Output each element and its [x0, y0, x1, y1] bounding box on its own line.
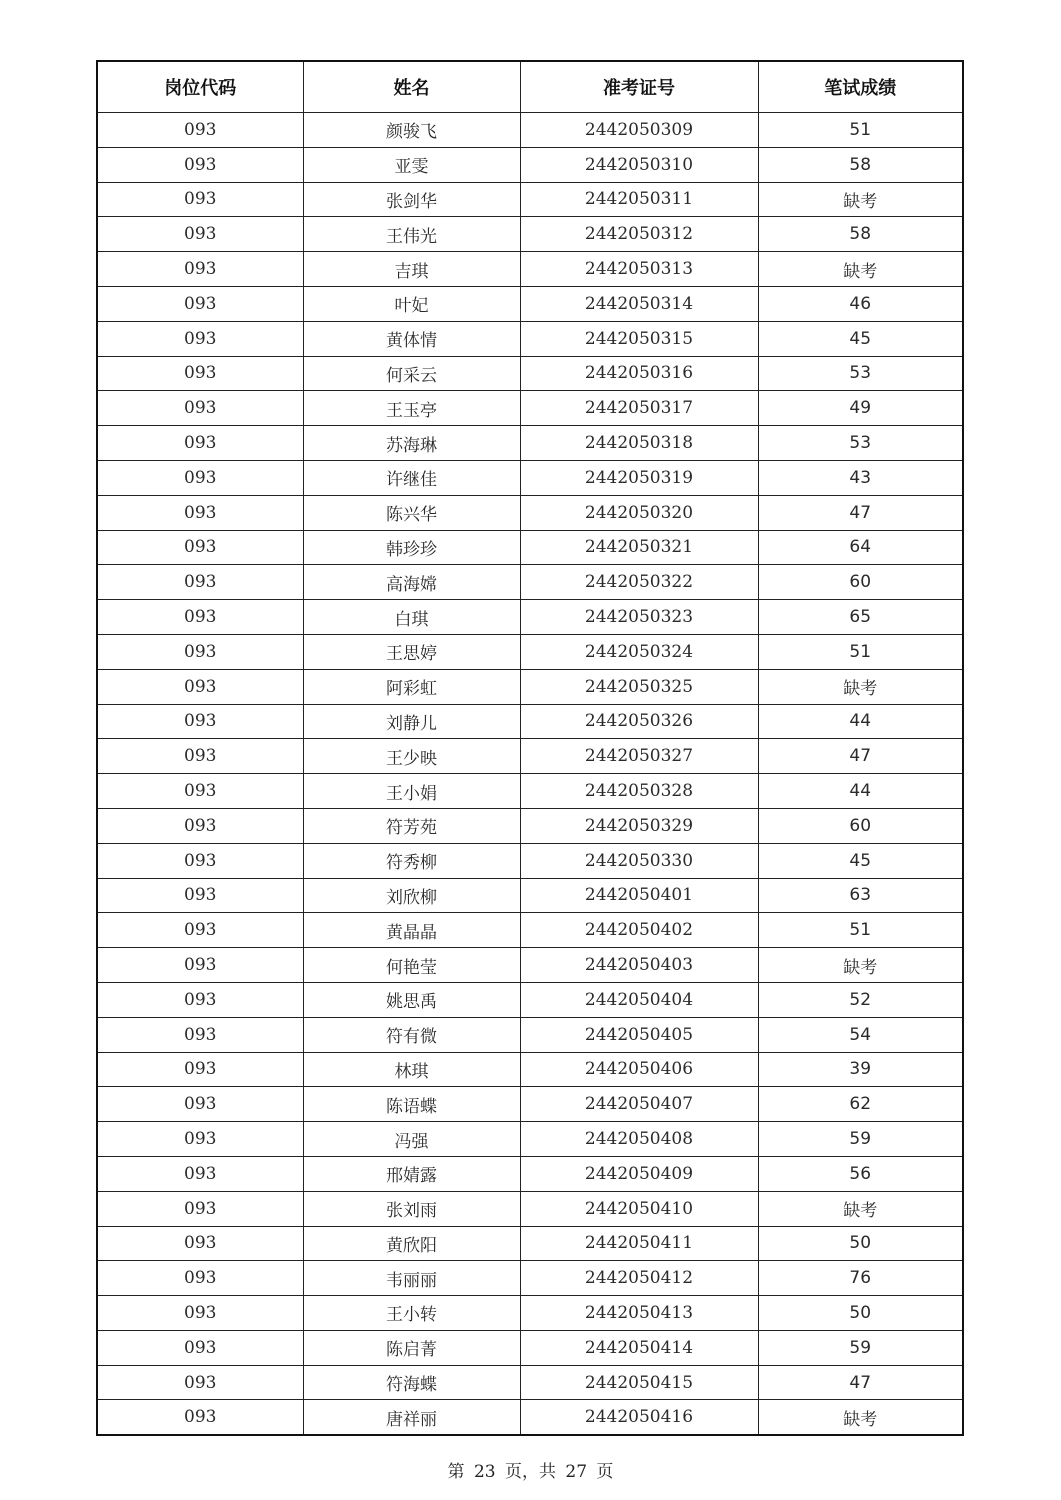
name-cell: 邢婧露 — [303, 1156, 520, 1191]
name-cell: 张刘雨 — [303, 1191, 520, 1226]
name-cell: 王小转 — [303, 1296, 520, 1331]
name-cell: 刘静儿 — [303, 704, 520, 739]
score-cell: 52 — [758, 982, 963, 1017]
post-code-cell: 093 — [97, 1226, 303, 1261]
post-code-cell: 093 — [97, 426, 303, 461]
score-cell: 44 — [758, 704, 963, 739]
name-cell: 王伟光 — [303, 217, 520, 252]
name-cell: 唐祥丽 — [303, 1400, 520, 1435]
ticket-number-cell: 2442050407 — [520, 1087, 758, 1122]
table-row — [97, 1400, 963, 1435]
ticket-number-cell: 2442050312 — [520, 217, 758, 252]
table-row — [97, 878, 963, 913]
score-cell: 56 — [758, 1156, 963, 1191]
ticket-number-cell: 2442050309 — [520, 113, 758, 148]
score-cell: 51 — [758, 634, 963, 669]
table-row — [97, 565, 963, 600]
ticket-number-cell: 2442050323 — [520, 600, 758, 635]
ticket-number-cell: 2442050403 — [520, 948, 758, 983]
table-row — [97, 1156, 963, 1191]
ticket-number-cell: 2442050328 — [520, 774, 758, 809]
name-cell: 叶妃 — [303, 286, 520, 321]
ticket-number-cell: 2442050325 — [520, 669, 758, 704]
post-code-cell: 093 — [97, 495, 303, 530]
post-code-cell: 093 — [97, 321, 303, 356]
ticket-number-cell: 2442050315 — [520, 321, 758, 356]
ticket-number-cell: 2442050311 — [520, 182, 758, 217]
score-cell: 39 — [758, 1052, 963, 1087]
post-code-cell: 093 — [97, 704, 303, 739]
post-code-cell: 093 — [97, 1122, 303, 1157]
score-cell: 46 — [758, 286, 963, 321]
score-cell: 45 — [758, 843, 963, 878]
post-code-cell: 093 — [97, 1400, 303, 1435]
post-code-cell: 093 — [97, 634, 303, 669]
post-code-cell: 093 — [97, 843, 303, 878]
score-cell: 53 — [758, 426, 963, 461]
ticket-number-cell: 2442050408 — [520, 1122, 758, 1157]
score-cell: 65 — [758, 600, 963, 635]
ticket-number-cell: 2442050406 — [520, 1052, 758, 1087]
post-code-cell: 093 — [97, 1261, 303, 1296]
ticket-number-cell: 2442050414 — [520, 1330, 758, 1365]
ticket-number-cell: 2442050320 — [520, 495, 758, 530]
name-cell: 亚雯 — [303, 147, 520, 182]
score-cell: 43 — [758, 460, 963, 495]
header-written-score: 笔试成绩 — [758, 61, 963, 113]
post-code-cell: 093 — [97, 913, 303, 948]
name-cell: 高海嫦 — [303, 565, 520, 600]
ticket-number-cell: 2442050415 — [520, 1365, 758, 1400]
header-name: 姓名 — [303, 61, 520, 113]
post-code-cell: 093 — [97, 460, 303, 495]
post-code-cell: 093 — [97, 182, 303, 217]
score-table — [96, 60, 964, 1436]
post-code-cell: 093 — [97, 1017, 303, 1052]
score-cell: 53 — [758, 356, 963, 391]
name-cell: 白琪 — [303, 600, 520, 635]
ticket-number-cell: 2442050327 — [520, 739, 758, 774]
post-code-cell: 093 — [97, 669, 303, 704]
table-row — [97, 948, 963, 983]
table-body — [97, 113, 963, 1436]
score-cell: 缺考 — [758, 252, 963, 287]
table-row — [97, 1365, 963, 1400]
ticket-number-cell: 2442050313 — [520, 252, 758, 287]
score-cell: 50 — [758, 1226, 963, 1261]
post-code-cell: 093 — [97, 600, 303, 635]
table-row — [97, 1122, 963, 1157]
score-cell: 62 — [758, 1087, 963, 1122]
ticket-number-cell: 2442050416 — [520, 1400, 758, 1435]
table-row — [97, 1296, 963, 1331]
post-code-cell: 093 — [97, 1087, 303, 1122]
score-cell: 49 — [758, 391, 963, 426]
name-cell: 刘欣柳 — [303, 878, 520, 913]
post-code-cell: 093 — [97, 808, 303, 843]
ticket-number-cell: 2442050310 — [520, 147, 758, 182]
name-cell: 王思婷 — [303, 634, 520, 669]
table-row — [97, 982, 963, 1017]
name-cell: 姚思禹 — [303, 982, 520, 1017]
post-code-cell: 093 — [97, 1191, 303, 1226]
table-row — [97, 1017, 963, 1052]
table-row — [97, 1330, 963, 1365]
post-code-cell: 093 — [97, 565, 303, 600]
name-cell: 陈语蝶 — [303, 1087, 520, 1122]
name-cell: 韩珍珍 — [303, 530, 520, 565]
score-cell: 58 — [758, 147, 963, 182]
table-row — [97, 182, 963, 217]
name-cell: 王少映 — [303, 739, 520, 774]
ticket-number-cell: 2442050405 — [520, 1017, 758, 1052]
table-row — [97, 426, 963, 461]
score-cell: 59 — [758, 1330, 963, 1365]
score-cell: 58 — [758, 217, 963, 252]
table-row — [97, 843, 963, 878]
table-row — [97, 113, 963, 148]
ticket-number-cell: 2442050411 — [520, 1226, 758, 1261]
ticket-number-cell: 2442050409 — [520, 1156, 758, 1191]
name-cell: 冯强 — [303, 1122, 520, 1157]
post-code-cell: 093 — [97, 252, 303, 287]
post-code-cell: 093 — [97, 1330, 303, 1365]
name-cell: 符有微 — [303, 1017, 520, 1052]
ticket-number-cell: 2442050317 — [520, 391, 758, 426]
score-cell: 60 — [758, 565, 963, 600]
name-cell: 符秀柳 — [303, 843, 520, 878]
score-cell: 缺考 — [758, 948, 963, 983]
post-code-cell: 093 — [97, 878, 303, 913]
score-cell: 缺考 — [758, 1400, 963, 1435]
name-cell: 王小娟 — [303, 774, 520, 809]
name-cell: 苏海琳 — [303, 426, 520, 461]
post-code-cell: 093 — [97, 1296, 303, 1331]
ticket-number-cell: 2442050314 — [520, 286, 758, 321]
name-cell: 颜骏飞 — [303, 113, 520, 148]
header-post-code: 岗位代码 — [97, 61, 303, 113]
table-row — [97, 774, 963, 809]
score-cell: 缺考 — [758, 1191, 963, 1226]
page-number: 第 23 页，共 27 页 — [447, 1462, 614, 1482]
table-row — [97, 1087, 963, 1122]
name-cell: 陈兴华 — [303, 495, 520, 530]
score-cell: 54 — [758, 1017, 963, 1052]
score-cell: 缺考 — [758, 182, 963, 217]
table-row — [97, 147, 963, 182]
table-row — [97, 286, 963, 321]
table-row — [97, 808, 963, 843]
post-code-cell: 093 — [97, 1052, 303, 1087]
name-cell: 许继佳 — [303, 460, 520, 495]
table-row — [97, 913, 963, 948]
table-row — [97, 391, 963, 426]
ticket-number-cell: 2442050319 — [520, 460, 758, 495]
ticket-number-cell: 2442050316 — [520, 356, 758, 391]
post-code-cell: 093 — [97, 1156, 303, 1191]
table-row — [97, 321, 963, 356]
ticket-number-cell: 2442050321 — [520, 530, 758, 565]
name-cell: 林琪 — [303, 1052, 520, 1087]
name-cell: 陈启菁 — [303, 1330, 520, 1365]
name-cell: 黄体情 — [303, 321, 520, 356]
score-cell: 47 — [758, 1365, 963, 1400]
score-cell: 59 — [758, 1122, 963, 1157]
table-row — [97, 530, 963, 565]
score-cell: 45 — [758, 321, 963, 356]
name-cell: 黄晶晶 — [303, 913, 520, 948]
table-row — [97, 460, 963, 495]
ticket-number-cell: 2442050326 — [520, 704, 758, 739]
score-cell: 63 — [758, 878, 963, 913]
table-row — [97, 600, 963, 635]
post-code-cell: 093 — [97, 982, 303, 1017]
table-row — [97, 356, 963, 391]
ticket-number-cell: 2442050322 — [520, 565, 758, 600]
post-code-cell: 093 — [97, 739, 303, 774]
post-code-cell: 093 — [97, 217, 303, 252]
ticket-number-cell: 2442050318 — [520, 426, 758, 461]
header-ticket-number: 准考证号 — [520, 61, 758, 113]
name-cell: 阿彩虹 — [303, 669, 520, 704]
score-cell: 47 — [758, 739, 963, 774]
name-cell: 黄欣阳 — [303, 1226, 520, 1261]
name-cell: 张剑华 — [303, 182, 520, 217]
post-code-cell: 093 — [97, 530, 303, 565]
ticket-number-cell: 2442050330 — [520, 843, 758, 878]
table-row — [97, 495, 963, 530]
name-cell: 符芳苑 — [303, 808, 520, 843]
ticket-number-cell: 2442050412 — [520, 1261, 758, 1296]
name-cell: 何采云 — [303, 356, 520, 391]
score-cell: 60 — [758, 808, 963, 843]
name-cell: 符海蝶 — [303, 1365, 520, 1400]
post-code-cell: 093 — [97, 391, 303, 426]
ticket-number-cell: 2442050402 — [520, 913, 758, 948]
name-cell: 韦丽丽 — [303, 1261, 520, 1296]
table-row — [97, 1052, 963, 1087]
ticket-number-cell: 2442050410 — [520, 1191, 758, 1226]
score-cell: 51 — [758, 113, 963, 148]
ticket-number-cell: 2442050324 — [520, 634, 758, 669]
ticket-number-cell: 2442050413 — [520, 1296, 758, 1331]
score-cell: 50 — [758, 1296, 963, 1331]
score-cell: 44 — [758, 774, 963, 809]
table-row — [97, 1226, 963, 1261]
post-code-cell: 093 — [97, 774, 303, 809]
table-row — [97, 252, 963, 287]
post-code-cell: 093 — [97, 1365, 303, 1400]
header-row — [97, 61, 963, 113]
table-row — [97, 1261, 963, 1296]
post-code-cell: 093 — [97, 948, 303, 983]
score-cell: 64 — [758, 530, 963, 565]
name-cell: 吉琪 — [303, 252, 520, 287]
table-row — [97, 217, 963, 252]
ticket-number-cell: 2442050404 — [520, 982, 758, 1017]
table-row — [97, 669, 963, 704]
ticket-number-cell: 2442050329 — [520, 808, 758, 843]
table-row — [97, 1191, 963, 1226]
name-cell: 何艳莹 — [303, 948, 520, 983]
table-row — [97, 739, 963, 774]
post-code-cell: 093 — [97, 286, 303, 321]
table-row — [97, 704, 963, 739]
score-cell: 47 — [758, 495, 963, 530]
score-cell: 51 — [758, 913, 963, 948]
ticket-number-cell: 2442050401 — [520, 878, 758, 913]
score-cell: 缺考 — [758, 669, 963, 704]
post-code-cell: 093 — [97, 113, 303, 148]
table-row — [97, 634, 963, 669]
name-cell: 王玉亭 — [303, 391, 520, 426]
post-code-cell: 093 — [97, 147, 303, 182]
post-code-cell: 093 — [97, 356, 303, 391]
score-cell: 76 — [758, 1261, 963, 1296]
